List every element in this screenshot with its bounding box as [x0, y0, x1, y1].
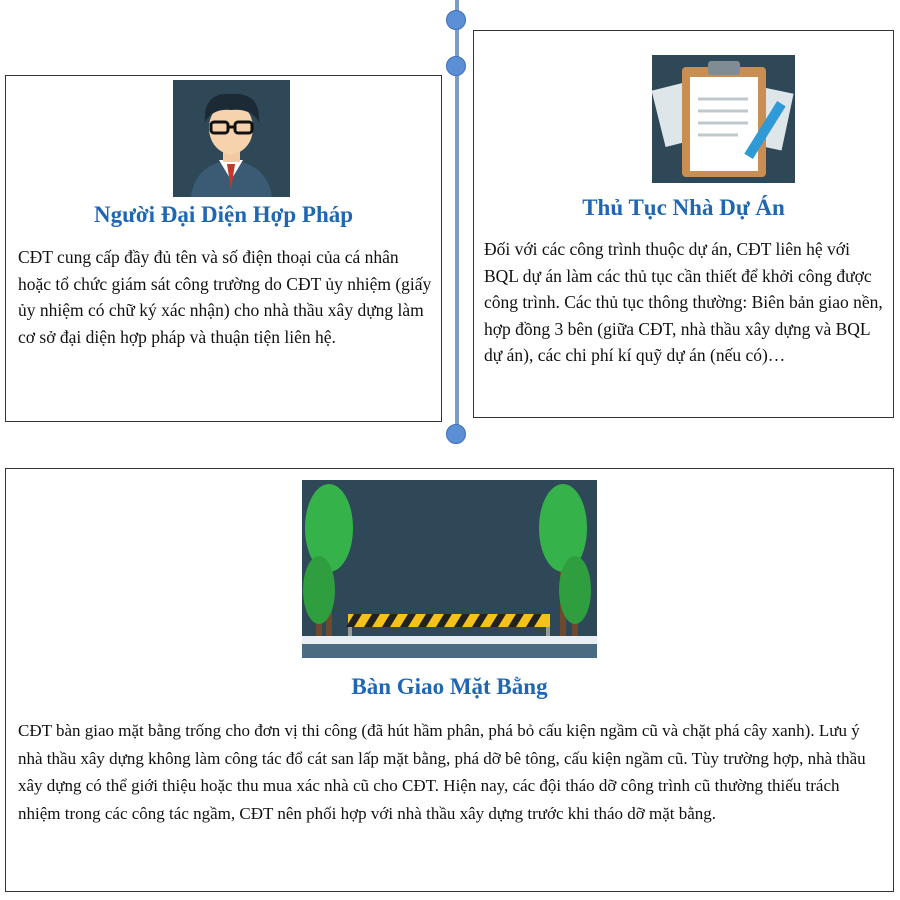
timeline-dot: [446, 10, 466, 30]
card-title: Thủ Tục Nhà Dự Án: [582, 195, 785, 220]
timeline-dot: [446, 56, 466, 76]
card-project-procedures: [473, 30, 894, 418]
card-body: Đối với các công trình thuộc dự án, CĐT liên hệ với BQL dự án làm các thủ tục cần thiết để khởi công được công trình. Các thủ tục thông thường: Biên bản giao nền, hợp đồng 3 bên (giữa CĐT, nhà thầu xây dựng và BQL dự án), các chi phí kí quỹ dự án (nếu có)…: [484, 239, 883, 365]
businessman-icon: [173, 80, 290, 197]
card-title: Bàn Giao Mặt Bằng: [351, 674, 548, 699]
card-body: CĐT bàn giao mặt bằng trống cho đơn vị thi công (đã hút hầm phân, phá bỏ cấu kiện ngầm cũ và chặt phá cây xanh). Lưu ý nhà thầu xây dựng không làm công tác đổ cát san lấp mặt bằng, phá dỡ bê tông, cấu kiện ngầm cũ. Tùy trường hợp, nhà thầu xây dựng có thể giới thiệu hoặc thu mua xác nhà cũ cho CĐT. Hiện nay, các đội tháo dỡ công trình cũ thường thiếu trách nhiệm trong các công tác ngầm, CĐT nên phối hợp với nhà thầu xây dựng trước khi tháo dỡ mặt bằng.: [18, 721, 866, 823]
card-site-handover: [5, 468, 894, 892]
card-legal-representative: [5, 75, 442, 422]
clipboard-icon: [652, 55, 795, 183]
card-body: CĐT cung cấp đầy đủ tên và số điện thoại của cá nhân hoặc tổ chức giám sát công trường do CĐT ủy nhiệm (giấy ủy nhiệm có chữ ký xác nhận) cho nhà thầu xây dựng làm cơ sở đại diện hợp pháp và thuận tiện liên hệ.: [18, 247, 432, 347]
timeline-dot: [446, 424, 466, 444]
site-barrier-icon: [302, 480, 597, 658]
card-title: Người Đại Diện Hợp Pháp: [93, 202, 354, 227]
